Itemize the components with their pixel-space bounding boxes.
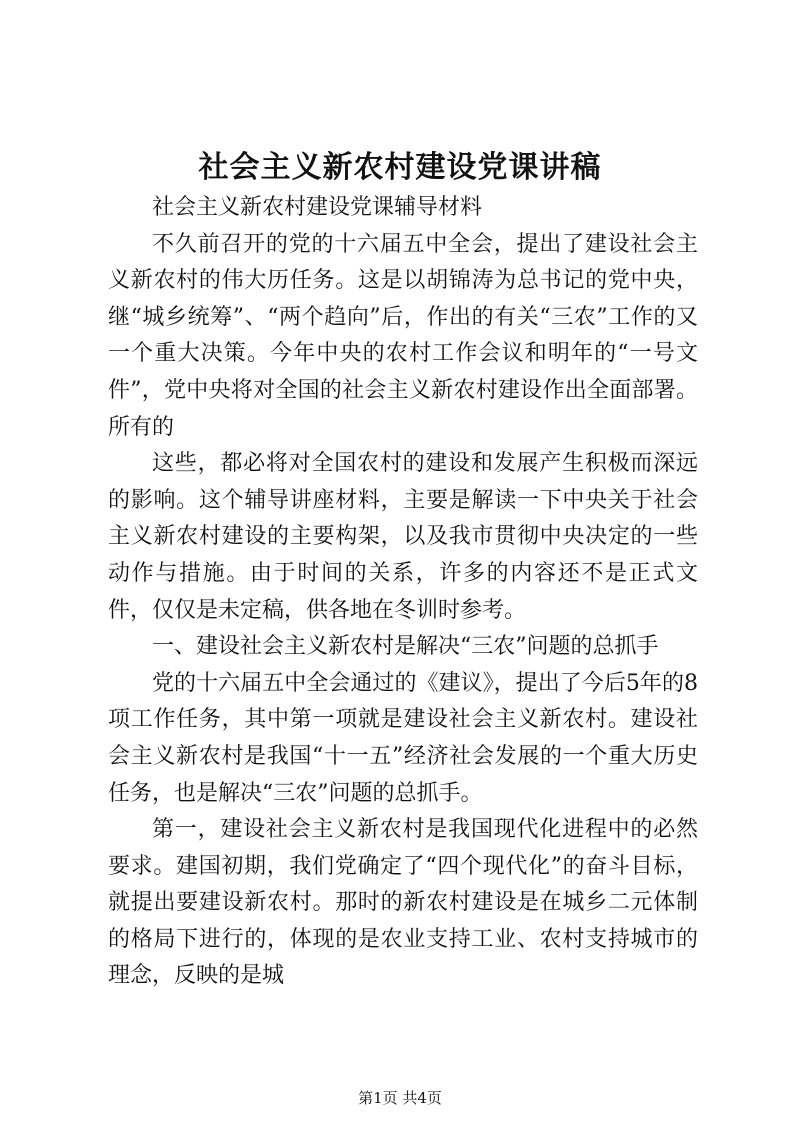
page-footer: 第1页 共4页 bbox=[358, 1089, 442, 1107]
paragraph-subtitle: 社会主义新农村建设党课辅导材料 bbox=[152, 195, 483, 220]
paragraph: 党的十六届五中全会通过的《建议》，提出了今后5年的8项工作任务，其中第一项就是建设社会主义新农村。建设社会主义新农村是我国“十一五”经济社会发展的一个重大历史任务，也是解决“三农”问题的总抓手。 bbox=[108, 670, 698, 806]
paragraph: 第一，建设社会主义新农村是我国现代化进程中的必然要求。建国初期，我们党确定了“四个现代化”的奋斗目标，就提出要建设新农村。那时的新农村建设是在城乡二元体制的格局下进行的，体现的是农业支持工业、农村支持城市的理念，反映的是城 bbox=[108, 817, 698, 989]
paragraph: 这些，都必将对全国农村的建设和发展产生积极而深远的影响。这个辅导讲座材料，主要是解读一下中央关于社会主义新农村建设的主要构架，以及我市贯彻中央决定的一些动作与措施。由于时间的关系，许多的内容还不是正式文件，仅仅是未定稿，供各地在冬训时参考。 bbox=[108, 451, 698, 623]
paragraph: 不久前召开的党的十六届五中全会，提出了建设社会主义新农村的伟大历任务。这是以胡锦涛为总书记的党中央，继“城乡统筹”、“两个趋向”后，作出的有关“三农”工作的又一个重大决策。今年中央的农村工作会议和明年的“一号文件”，党中央将对全国的社会主义新农村建设作出全面部署。所有的 bbox=[108, 231, 698, 440]
document-body bbox=[108, 190, 698, 995]
document-title: 社会主义新农村建设党课讲稿 bbox=[198, 150, 602, 185]
section-heading: 一、建设社会主义新农村是解决“三农”问题的总抓手 bbox=[152, 634, 659, 660]
